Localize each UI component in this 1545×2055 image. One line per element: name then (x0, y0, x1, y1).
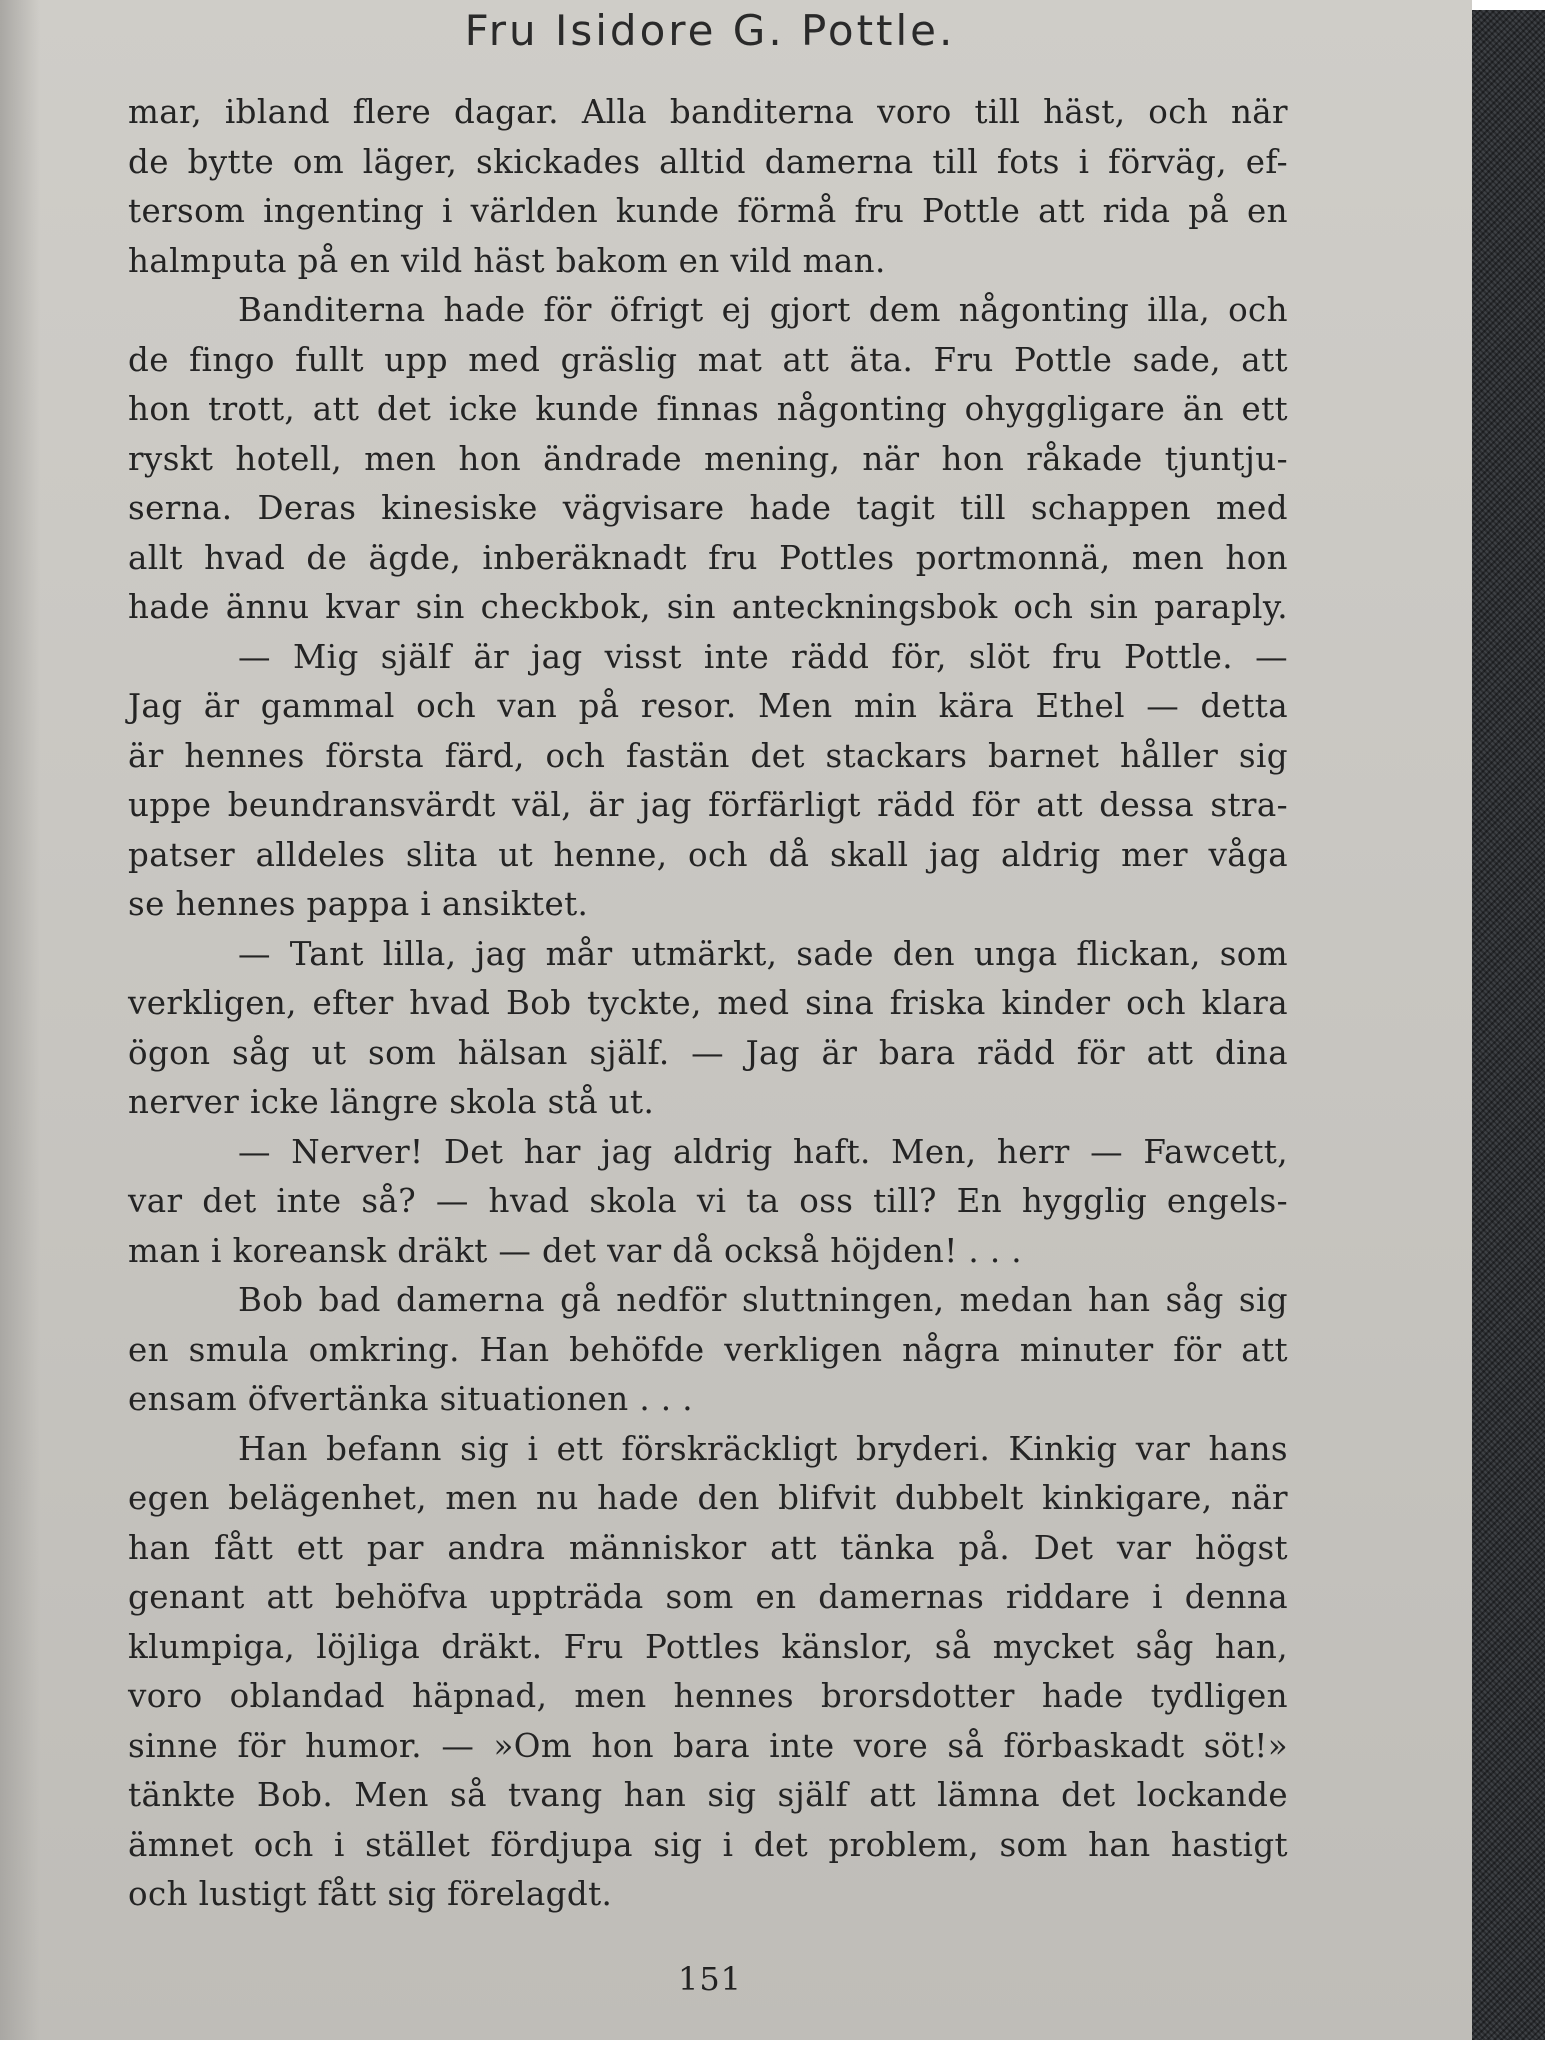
text-line-1: mar, ibland flere dagar. Alla banditerna voro till häst, och när (128, 93, 1288, 131)
text-line-34: sinne för humor. — »Om hon bara inte vore så förbaskadt söt!» (128, 1726, 1288, 1765)
book-binding (1472, 10, 1545, 2040)
page-number: 151 (677, 1960, 743, 1998)
text-line-14: är hennes första färd, och fastän det stackars barnet håller sig (128, 736, 1288, 775)
text-line-18: — Tant lilla, jag mår utmärkt, sade den unga flickan, som (238, 934, 1288, 973)
text-line-25: Bob bad damerna gå nedför sluttningen, medan han såg sig (238, 1281, 1288, 1319)
text-line-23: var det inte så? — hvad skola vi ta oss till? En hygglig engels- (128, 1182, 1288, 1220)
text-line-12: — Mig själf är jag visst inte rädd för, slöt fru Pottle. — (238, 637, 1288, 676)
text-line-20: ögon såg ut som hälsan själf. — Jag är bara rädd för att dina (128, 1033, 1288, 1072)
text-line-5: Banditerna hade för öfrigt ej gjort dem någonting illa, och (238, 291, 1288, 329)
text-line-33: voro oblandad häpnad, men hennes brorsdotter hade tydligen (128, 1677, 1288, 1715)
text-line-29: egen belägenhet, men nu hade den blifvit dubbelt kinkigare, när (128, 1479, 1288, 1517)
body-text (128, 88, 1288, 1920)
text-line-3: tersom ingenting i världen kunde förmå fru Pottle att rida på en (128, 192, 1288, 230)
text-line-30: han fått ett par andra människor att tänka på. Det var högst (128, 1528, 1288, 1567)
text-line-19: verkligen, efter hvad Bob tyckte, med sina friska kinder och klara (128, 984, 1288, 1022)
text-line-35: tänkte Bob. Men så tvang han sig själf att lämna det lockande (128, 1776, 1288, 1814)
text-line-7: hon trott, att det icke kunde finnas någonting ohyggligare än ett (128, 390, 1288, 428)
text-line-6: de fingo fullt upp med gräslig mat att äta. Fru Pottle sade, att (128, 340, 1288, 379)
text-line-31: genant att behöfva uppträda som en damernas riddare i denna (128, 1578, 1288, 1616)
text-line-21: nerver icke längre skola stå ut. (128, 1083, 655, 1121)
text-line-2: de bytte om läger, skickades alltid damerna till fots i förväg, ef- (128, 142, 1288, 181)
text-line-36: ämnet och i stället fördjupa sig i det problem, som han hastigt (128, 1825, 1288, 1864)
text-line-32: klumpiga, löjliga dräkt. Fru Pottles känslor, så mycket såg han, (128, 1627, 1288, 1666)
text-line-15: uppe beundransvärdt väl, är jag förfärligt rädd för att dessa stra- (128, 786, 1288, 824)
text-line-26: en smula omkring. Han behöfde verkligen några minuter för att (128, 1330, 1288, 1369)
text-line-11: hade ännu kvar sin checkbok, sin anteckningsbok och sin paraply. (128, 588, 1288, 626)
page-edge-shadow (0, 0, 40, 2040)
text-line-28: Han befann sig i ett förskräckligt bryderi. Kinkig var hans (238, 1429, 1288, 1468)
text-line-8: ryskt hotell, men hon ändrade mening, när hon råkade tjuntju- (128, 439, 1288, 478)
running-head: Fru Isidore G. Pottle. (464, 6, 956, 55)
text-line-27: ensam öfvertänka situationen . . . (128, 1380, 694, 1418)
text-line-17: se hennes pappa i ansiktet. (128, 885, 589, 923)
text-line-10: allt hvad de ägde, inberäknadt fru Pottles portmonnä, men hon (128, 538, 1288, 577)
text-line-16: patser alldeles slita ut henne, och då skall jag aldrig mer våga (128, 835, 1288, 874)
text-line-37: och lustigt fått sig förelagdt. (128, 1875, 613, 1913)
text-line-22: — Nerver! Det har jag aldrig haft. Men, herr — Fawcett, (238, 1132, 1288, 1171)
text-line-4: halmputa på en vild häst bakom en vild man. (128, 241, 886, 280)
text-line-9: serna. Deras kinesiske vägvisare hade tagit till schappen med (128, 489, 1288, 527)
text-line-13: Jag är gammal och van på resor. Men min kära Ethel — detta (128, 687, 1288, 725)
text-line-24: man i koreansk dräkt — det var då också höjden! . . . (128, 1231, 1023, 1270)
